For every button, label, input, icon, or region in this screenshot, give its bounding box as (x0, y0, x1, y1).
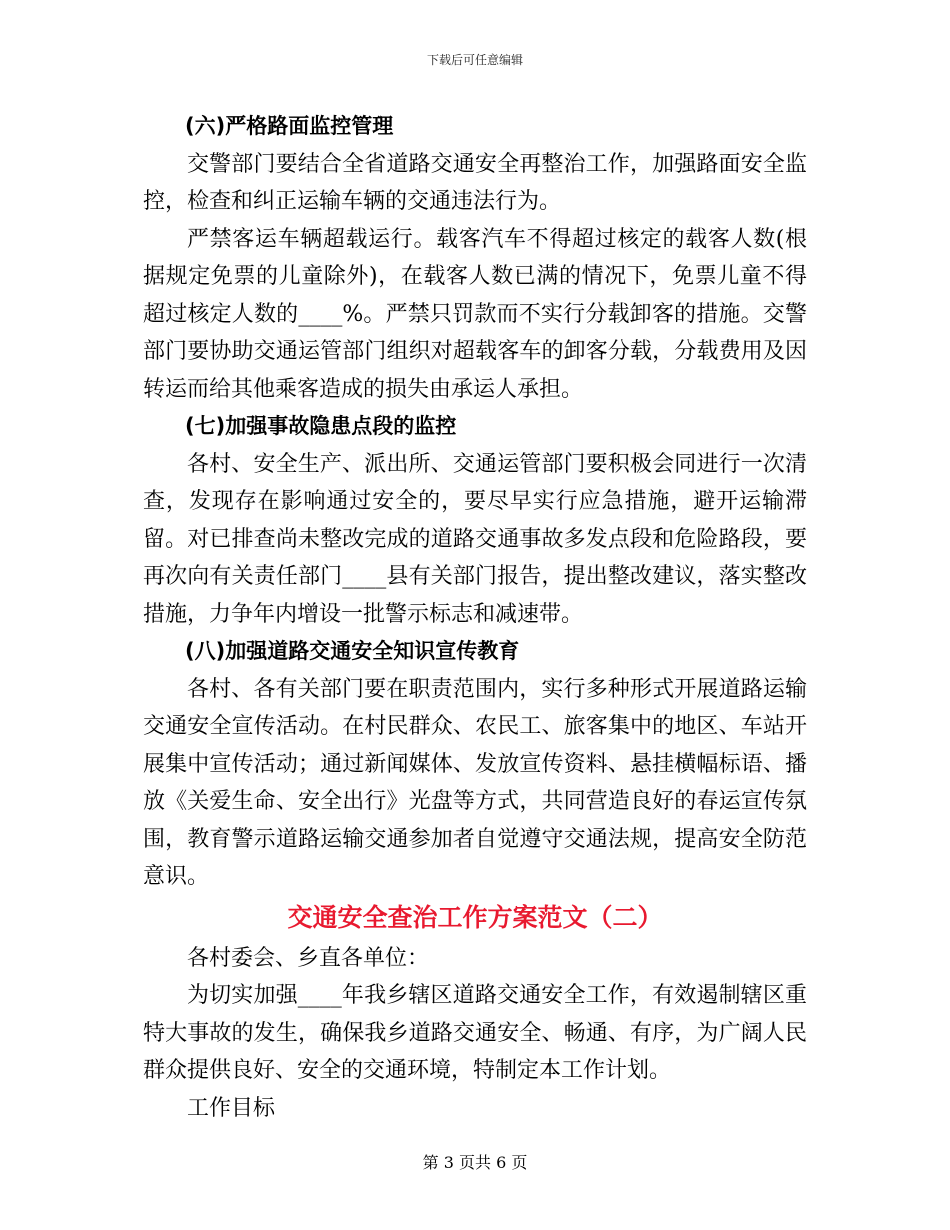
page-header-note: 下载后可任意编辑 (426, 53, 523, 67)
document-body (143, 108, 807, 1127)
work-goal-heading: 工作目标 (187, 1095, 276, 1121)
section-heading-8: (八)加强道路交通安全知识宣传教育 (185, 639, 520, 663)
greeting-line: 各村委会、乡直各单位： (187, 945, 430, 971)
intro-paragraph: 为切实加强____年我乡辖区道路交通安全工作，有效遏制辖区重特大事故的发生，确保我乡道路交通安全、畅通、有序，为广阔人民群众提供良好、安全的交通环境，特制定本工作计划。 (143, 983, 807, 1083)
document-title-part-2: 交通安全查治工作方案范文（二） (287, 902, 663, 932)
section-6-paragraph-2: 严禁客运车辆超载运行。载客汽车不得超过核定的载客人数(根据规定免票的儿童除外)，在载客人数已满的情况下，免票儿童不得超过核定人数的____%。严禁只罚款而不实行分载卸客的措施。交警部门要协助交通运管部门组织对超载客车的卸客分载，分载费用及因转运而给其他乘客造成的损失由承运人承担。 (143, 226, 807, 402)
section-heading-7: (七)加强事故隐患点段的监控 (185, 414, 457, 438)
section-heading-6: (六)严格路面监控管理 (185, 114, 394, 138)
page-number-footer: 第 3 页共 6 页 (422, 1153, 528, 1172)
section-8-paragraph-1: 各村、各有关部门要在职责范围内，实行多种形式开展道路运输交通安全宣传活动。在村民群众、农民工、旅客集中的地区、车站开展集中宣传活动；通过新闻媒体、发放宣传资料、悬挂横幅标语、播放《关爱生命、安全出行》光盘等方式，共同营造良好的春运宣传氛围，教育警示道路运输交通参加者自觉遵守交通法规，提高安全防范意识。 (143, 676, 807, 889)
section-7-paragraph-1: 各村、安全生产、派出所、交通运管部门要积极会同进行一次清查，发现存在影响通过安全的，要尽早实行应急措施，避开运输滞留。对已排查尚未整改完成的道路交通事故多发点段和危险路段，要再次向有关责任部门____县有关部门报告，提出整改建议，落实整改措施，力争年内增设一批警示标志和减速带。 (143, 451, 807, 627)
section-6-paragraph-1: 交警部门要结合全省道路交通安全再整治工作，加强路面安全监控，检查和纠正运输车辆的交通违法行为。 (143, 151, 807, 214)
